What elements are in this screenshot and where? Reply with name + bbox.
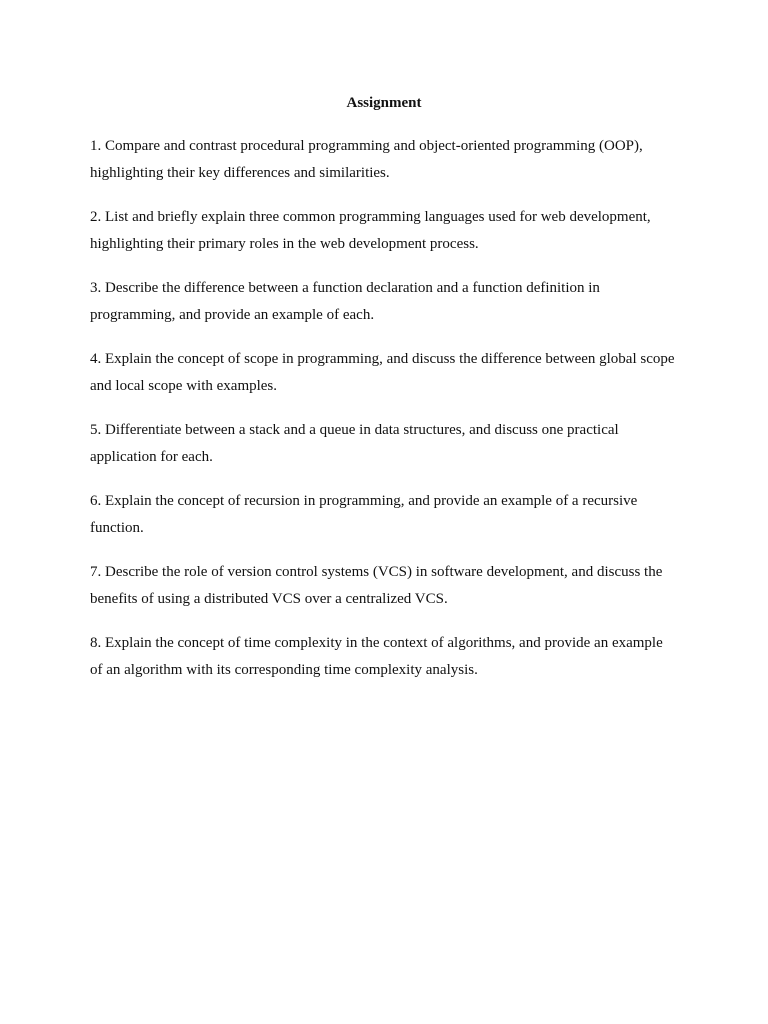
question-item-7: 7. Describe the role of version control systems (VCS) in software development, and discuss the benefits of using a distributed VCS over a centralized VCS. [90, 564, 663, 607]
document-title: Assignment [346, 95, 422, 111]
question-item-2: 2. List and briefly explain three common programming languages used for web development, highlighting their primary roles in the web development process. [90, 209, 651, 252]
question-item-8: 8. Explain the concept of time complexity in the context of algorithms, and provide an example of an algorithm with its corresponding time complexity analysis. [90, 635, 663, 678]
question-item-6: 6. Explain the concept of recursion in programming, and provide an example of a recursive function. [90, 493, 638, 536]
question-item-3: 3. Describe the difference between a function declaration and a function definition in programming, and provide an example of each. [90, 280, 600, 323]
question-item-1: 1. Compare and contrast procedural programming and object-oriented programming (OOP), highlighting their key differences and similarities. [90, 138, 643, 181]
question-list [90, 133, 686, 701]
question-item-4: 4. Explain the concept of scope in programming, and discuss the difference between global scope and local scope with examples. [90, 351, 675, 394]
question-item-5: 5. Differentiate between a stack and a queue in data structures, and discuss one practical application for each. [90, 422, 619, 465]
